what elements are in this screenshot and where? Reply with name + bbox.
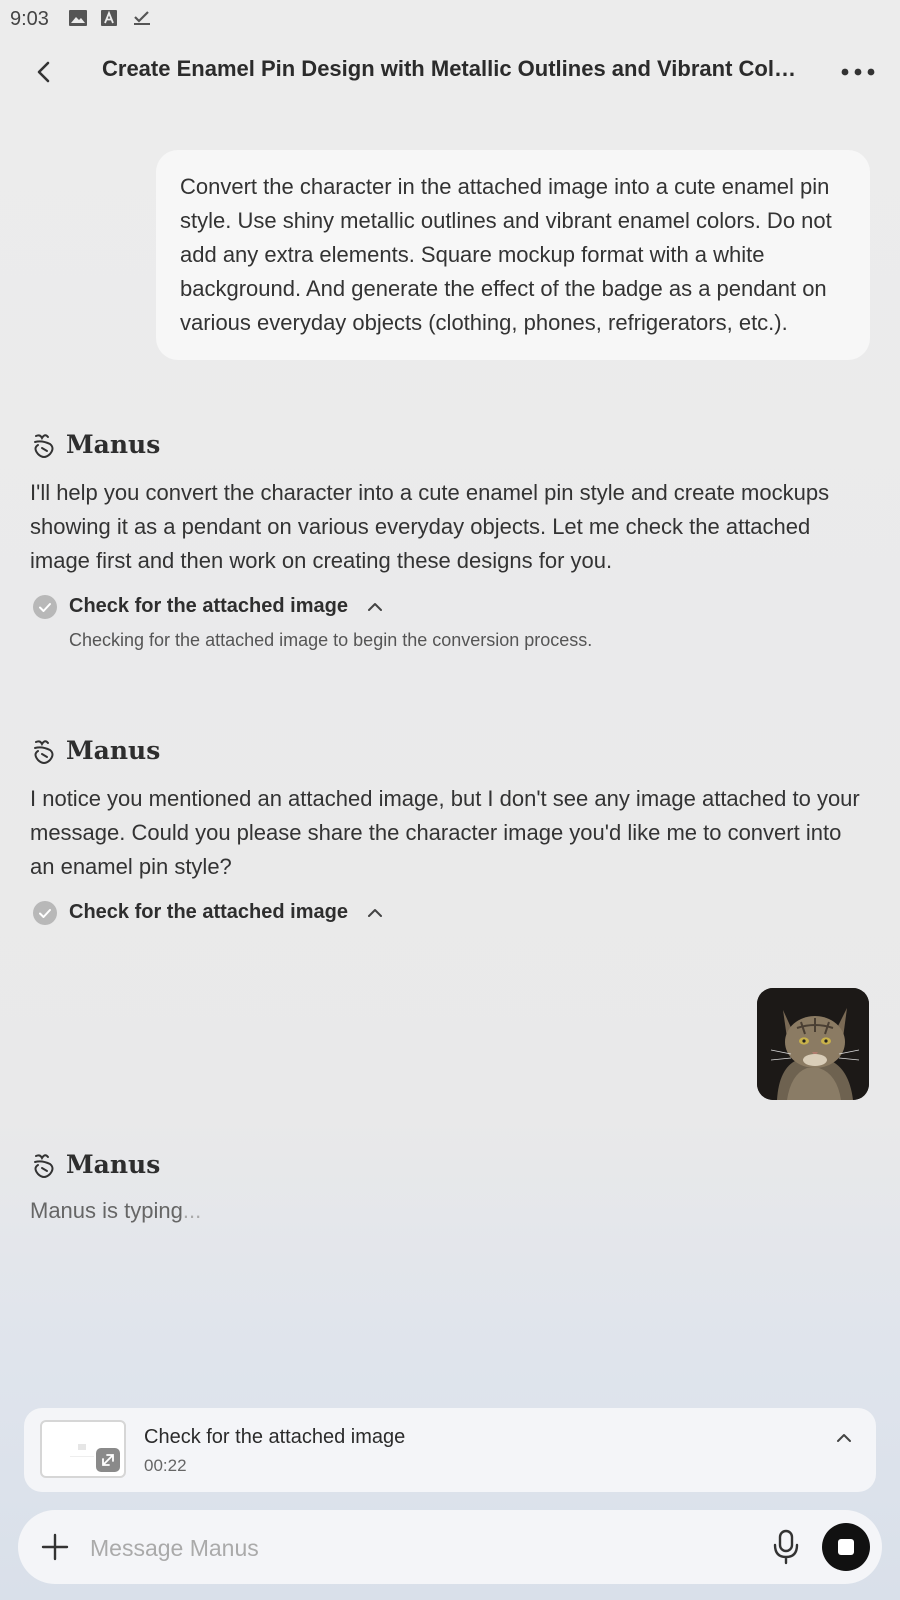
task-thumbnail[interactable] xyxy=(40,1420,126,1478)
agent-name: Manus xyxy=(66,736,161,765)
step-detail: Checking for the attached image to begin the conversion process. xyxy=(69,630,593,650)
step-item[interactable] xyxy=(30,592,870,622)
agent-header xyxy=(30,430,870,464)
check-circle-icon xyxy=(32,900,58,926)
user-message-bubble: Convert the character in the attached image into a cute enamel pin style. Use shiny metallic outlines and vibrant enamel colors. Do not add any extra elements. Square mockup format with a white background. And generate the effect of the badge as a pendant on various everyday objects (clothing, phones, refrigerators, etc.). xyxy=(156,150,870,360)
agent-name: Manus xyxy=(66,1150,161,1179)
manus-logo-icon xyxy=(30,1152,58,1182)
more-options-icon[interactable] xyxy=(840,66,876,78)
agent-header xyxy=(30,1150,870,1184)
chat-header xyxy=(0,48,900,96)
cat-photo xyxy=(757,988,869,1100)
stop-button[interactable] xyxy=(822,1523,870,1571)
agent-name: Manus xyxy=(66,430,161,459)
typing-indicator xyxy=(30,1198,870,1224)
cat-image-attachment[interactable] xyxy=(757,988,869,1100)
stop-icon xyxy=(838,1539,854,1555)
back-arrow-icon[interactable] xyxy=(28,56,60,88)
typing-dots: ... xyxy=(182,1198,202,1223)
agent-message-text: I notice you mentioned an attached image, but I don't see any image attached to your message. Could you please share the character image you'd like me to convert into an enamel pin style? xyxy=(30,786,860,879)
task-elapsed-time: 00:22 xyxy=(144,1456,187,1475)
expand-arrows-icon xyxy=(96,1448,120,1472)
task-progress-card[interactable] xyxy=(24,1408,876,1492)
chevron-up-icon[interactable] xyxy=(834,1428,854,1448)
message-composer xyxy=(18,1510,882,1584)
step-label: Check for the attached image xyxy=(69,901,348,923)
chevron-up-icon[interactable] xyxy=(366,904,384,922)
download-done-icon xyxy=(133,10,151,26)
microphone-icon[interactable] xyxy=(770,1528,802,1566)
chevron-up-icon[interactable] xyxy=(366,598,384,616)
page-title: Create Enamel Pin Design with Metallic Outlines and Vibrant Col… xyxy=(102,56,796,81)
plus-icon[interactable] xyxy=(40,1532,70,1562)
agent-header xyxy=(30,736,870,770)
step-item[interactable] xyxy=(30,898,870,928)
font-icon xyxy=(101,10,119,26)
manus-logo-icon xyxy=(30,432,58,462)
check-circle-icon xyxy=(32,594,58,620)
manus-logo-icon xyxy=(30,738,58,768)
message-input[interactable] xyxy=(88,1528,742,1568)
status-bar xyxy=(0,0,900,36)
typing-text: Manus is typing xyxy=(30,1198,183,1223)
status-time: 9:03 xyxy=(10,8,49,30)
agent-message xyxy=(30,430,870,651)
agent-message xyxy=(30,736,870,928)
expand-icon[interactable] xyxy=(96,1448,120,1472)
step-label: Check for the attached image xyxy=(69,595,348,617)
task-label: Check for the attached image xyxy=(144,1426,406,1448)
agent-message xyxy=(30,1150,870,1224)
image-icon xyxy=(69,10,87,26)
agent-message-text: I'll help you convert the character into a cute enamel pin style and create mockups showing it as a pendant on various everyday objects. Let me check the attached image first and then work on creating these designs for you. xyxy=(30,480,830,573)
